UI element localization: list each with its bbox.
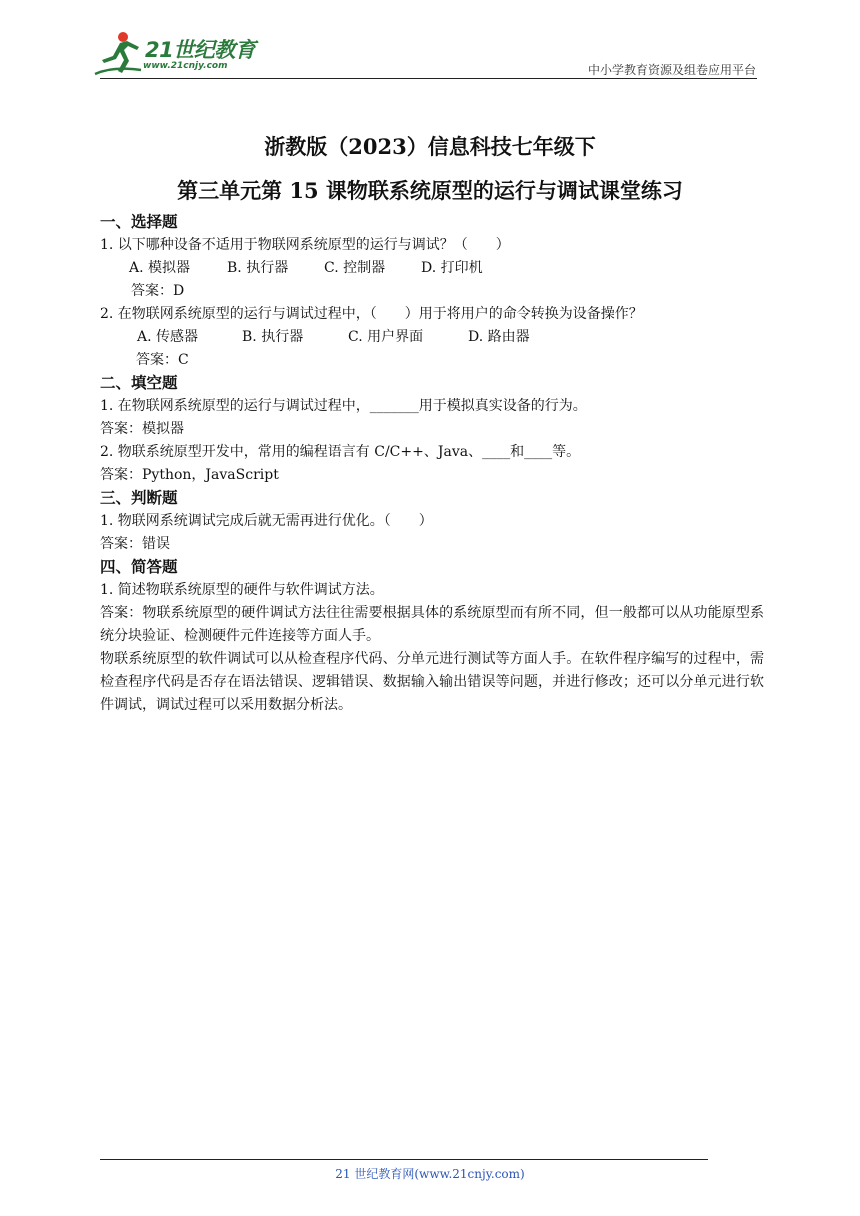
option-d: D. 路由器 (468, 329, 530, 345)
option-a: A. 模拟器 (129, 260, 191, 276)
section-heading-choice: 一、选择题 (100, 213, 178, 231)
option-d: D. 打印机 (421, 260, 483, 276)
option-c: C. 控制器 (324, 260, 386, 276)
option-c: C. 用户界面 (348, 329, 424, 345)
answer-paragraph-hardware: 答案：物联系统原型的硬件调试方法往往需要根据具体的系统原型而有所不同，但一般都可以从功能原型系统分块验证、检测硬件元件连接等方面人手。 (100, 605, 764, 644)
question-text: 2. 在物联网系统原型的运行与调试过程中，（ ）用于将用户的命令转换为设备操作？ (100, 306, 643, 322)
option-b: B. 执行器 (242, 329, 304, 345)
answer-text: 答案：D (131, 283, 185, 299)
question-text: 1. 简述物联系统原型的硬件与软件调试方法。 (100, 582, 384, 598)
section-heading-fill: 二、填空题 (100, 374, 178, 392)
logo-wordmark: 21世纪教育 (145, 38, 256, 62)
question-options (100, 257, 764, 280)
question-options (100, 326, 764, 349)
platform-name: 中小学教育资源及组卷应用平台 (587, 63, 756, 77)
document-body (100, 211, 764, 717)
footer-link[interactable]: 21 世纪教育网(www.21cnjy.com) (335, 1167, 525, 1181)
answer-text: 答案：Python，JavaScript (100, 467, 279, 483)
section-heading-judge: 三、判断题 (100, 489, 178, 507)
footer-divider (100, 1159, 708, 1160)
site-logo[interactable] (93, 30, 263, 78)
option-b: B. 执行器 (227, 260, 289, 276)
page-header (0, 0, 860, 80)
answer-text: 答案：错误 (100, 536, 170, 552)
option-a: A. 传感器 (137, 329, 199, 345)
header-divider (100, 78, 757, 79)
document-title: 浙教版（2023）信息科技七年级下 (264, 134, 596, 159)
answer-paragraph-software: 物联系统原型的软件调试可以从检查程序代码、分单元进行测试等方面人手。在软件程序编写的过程中，需检查程序代码是否存在语法错误、逻辑错误、数据输入输出错误等问题，并进行修改；还可以分单元进行软件调试，调试过程可以采用数据分析法。 (100, 651, 764, 713)
answer-text: 答案：C (136, 352, 189, 368)
runner-logo-icon (93, 30, 145, 78)
question-text: 1. 以下哪种设备不适用于物联网系统原型的运行与调试？（ ） (100, 237, 510, 253)
answer-text: 答案：模拟器 (100, 421, 184, 437)
logo-url: www.21cnjy.com (143, 61, 228, 71)
question-text: 1. 物联网系统调试完成后就无需再进行优化。（ ） (100, 513, 433, 529)
section-heading-short: 四、简答题 (100, 558, 178, 576)
document-subtitle: 第三单元第 15 课物联系统原型的运行与调试课堂练习 (177, 178, 683, 203)
question-text: 2. 物联系统原型开发中，常用的编程语言有 C/C++、Java、____和____等。 (100, 444, 581, 460)
question-text: 1. 在物联网系统原型的运行与调试过程中，_______用于模拟真实设备的行为。 (100, 398, 587, 414)
